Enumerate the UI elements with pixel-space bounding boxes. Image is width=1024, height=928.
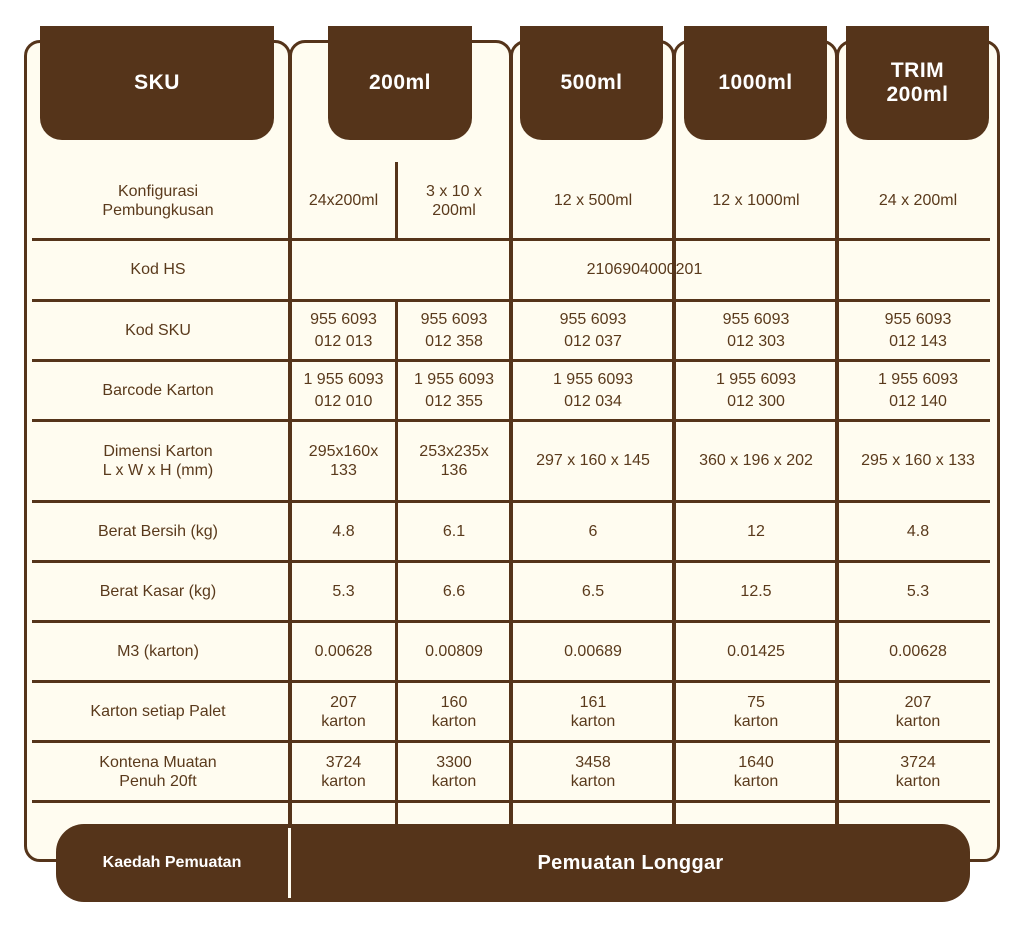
berat-kasar-200ml-a: 5.3	[332, 582, 355, 600]
konfigurasi-1000ml: 12 x 1000ml	[712, 192, 800, 209]
m3-200ml-a: 0.00628	[314, 642, 373, 660]
kod-sku-200ml-a: 955 6093 012 013	[310, 310, 377, 350]
kod-sku-1000ml: 955 6093 012 303	[722, 310, 790, 350]
kod-sku-200ml-b: 955 6093 012 358	[420, 310, 488, 350]
loading-method-bar	[56, 824, 970, 902]
row-label-kontena: Kontena Muatan Penuh 20ft	[99, 753, 217, 790]
m3-trim: 0.00628	[889, 642, 947, 660]
row-label-barcode: Barcode Karton	[102, 381, 214, 399]
karton-palet-200ml-a: 207 karton	[321, 693, 366, 730]
barcode-200ml-a: 1 955 6093 012 010	[303, 370, 384, 410]
header-500ml	[520, 26, 663, 140]
row-label-konfigurasi: Konfigurasi Pembungkusan	[102, 183, 214, 219]
berat-bersih-1000ml: 12	[747, 522, 765, 540]
row-label-m3: M3 (karton)	[117, 642, 199, 660]
berat-bersih-trim: 4.8	[906, 522, 930, 540]
kod-sku-500ml: 955 6093 012 037	[559, 310, 627, 350]
loading-method-value: Pemuatan Longgar	[537, 851, 724, 874]
dimensi-trim: 295 x 160 x 133	[861, 452, 975, 469]
header-trim-line1: TRIM	[890, 59, 945, 82]
kontena-500ml: 3458 karton	[570, 753, 616, 790]
karton-palet-500ml: 161 karton	[570, 693, 616, 730]
m3-500ml: 0.00689	[564, 642, 622, 660]
barcode-500ml: 1 955 6093 012 034	[552, 370, 634, 410]
header-1000ml-label: 1000ml	[718, 71, 793, 94]
row-label-dimensi: Dimensi Karton L x W x H (mm)	[102, 443, 214, 479]
header-500ml-label: 500ml	[560, 71, 623, 94]
kontena-1000ml: 1640 karton	[733, 753, 779, 790]
kod-sku-trim: 955 6093 012 143	[884, 310, 952, 350]
row-divider	[32, 800, 990, 803]
berat-bersih-200ml-b: 6.1	[442, 522, 466, 540]
karton-palet-1000ml: 75 karton	[733, 693, 779, 730]
berat-bersih-500ml: 6	[588, 522, 598, 540]
barcode-200ml-b: 1 955 6093 012 355	[413, 370, 495, 410]
karton-palet-trim: 207 karton	[895, 693, 941, 730]
konfigurasi-trim: 24 x 200ml	[878, 192, 958, 209]
karton-palet-200ml-b: 160 karton	[431, 693, 477, 730]
row-label-kod-hs: Kod HS	[130, 261, 186, 278]
dimensi-200ml-b: 253x235x 136	[419, 443, 489, 479]
kod-hs-value: 2106904000201	[586, 261, 703, 278]
header-trim-line2: 200ml	[886, 83, 949, 106]
kontena-trim: 3724 karton	[895, 753, 941, 790]
row-label-karton-palet: Karton setiap Palet	[90, 702, 226, 720]
dimensi-200ml-a: 295x160x 133	[308, 443, 379, 479]
konfigurasi-500ml: 12 x 500ml	[553, 192, 633, 209]
kontena-200ml-a: 3724 karton	[321, 753, 366, 790]
header-1000ml	[684, 26, 827, 140]
konfigurasi-200ml-b: 3 x 10 x 200ml	[425, 183, 483, 219]
barcode-trim: 1 955 6093 012 140	[877, 370, 959, 410]
konfigurasi-200ml-a: 24x200ml	[308, 192, 379, 209]
berat-kasar-trim: 5.3	[906, 582, 930, 600]
header-200ml-label: 200ml	[368, 71, 432, 94]
row-label-berat-kasar: Berat Kasar (kg)	[99, 582, 217, 600]
berat-kasar-500ml: 6.5	[581, 582, 605, 600]
berat-bersih-200ml-a: 4.8	[332, 522, 355, 540]
berat-kasar-1000ml: 12.5	[740, 582, 772, 600]
loading-method-label: Kaedah Pemuatan	[102, 854, 242, 871]
m3-200ml-b: 0.00809	[425, 642, 483, 660]
header-200ml	[328, 26, 472, 140]
barcode-1000ml: 1 955 6093 012 300	[715, 370, 797, 410]
berat-kasar-200ml-b: 6.6	[442, 582, 466, 600]
header-trim	[846, 26, 989, 140]
kontena-200ml-b: 3300 karton	[431, 753, 477, 790]
header-sku-label: SKU	[134, 71, 180, 94]
header-sku	[40, 26, 274, 140]
row-label-kod-sku: Kod SKU	[125, 321, 191, 339]
dimensi-1000ml: 360 x 196 x 202	[699, 452, 813, 469]
m3-1000ml: 0.01425	[727, 642, 785, 660]
dimensi-500ml: 297 x 160 x 145	[536, 452, 650, 469]
row-label-berat-bersih: Berat Bersih (kg)	[97, 522, 219, 540]
